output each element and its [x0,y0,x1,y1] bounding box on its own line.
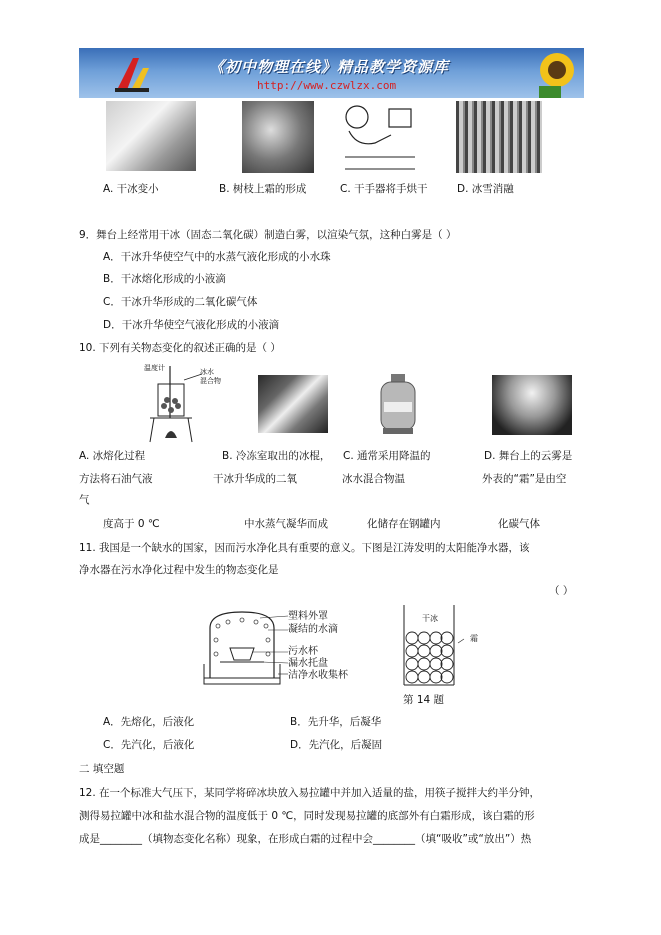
logo-icon [109,52,159,94]
purifier-label-droplets: 凝结的水滴 [288,624,338,635]
q8-option-d: D. 冰雪消融 [457,183,514,195]
q12-line3: 成是________（填物态变化名称）现象，在形成白霜的过程中会________（填“吸收”或“放出”）热 [79,833,532,845]
q10-b-line4: 中水蒸气凝华而成 [244,518,328,530]
purifier-label-collector: 洁净水收集杯 [288,670,348,681]
q9-option-a: A．干冰升华使空气中的水蒸气液化形成的小水珠 [103,251,331,263]
q10-c-line4: 化储存在钢罐内 [367,518,441,530]
q9-stem: 9．舞台上经常用干冰（固态二氧化碳）制造白雾，以渲染气氛，这种白雾是（ ） [79,229,457,241]
hand-dryer-illustration [335,99,421,175]
q10-d-line1: D. 舞台上的云雾是 [484,450,573,462]
q8-option-a: A. 干冰变小 [103,183,159,195]
purifier-label-cover: 塑料外罩 [288,611,328,622]
q11-paren: （ ） [549,585,574,597]
q11-option-d: D．先汽化，后凝固 [290,739,383,751]
q10-a-line4: 度高于 0 ℃ [103,518,160,530]
q10-d-line2: 外表的“霜”是由空 [482,473,567,485]
q10-b-line1: B. 冷冻室取出的冰棍， [222,450,331,462]
q11-line1: 11. 我国是一个缺水的国家，因而污水净化具有重要的意义。下图是江涛发明的太阳能净水器，该 [79,542,530,554]
q10-stem: 10. 下列有关物态变化的叙述正确的是（ ） [79,342,281,354]
gas-cylinder-illustration [375,372,421,436]
section-title-fill-in: 二 填空题 [79,763,125,775]
q11-line2: 净水器在污水净化过程中发生的物态变化是 [79,564,279,576]
q9-option-b: B．干冰熔化形成的小液滴 [103,273,226,285]
q11-option-b: B．先升华，后凝华 [290,716,382,728]
dry-ice-photo [106,101,196,171]
purifier-label-cup: 污水杯 [288,646,318,657]
ice-water-label-1: 冰水 [200,368,214,376]
q10-a-line1: A. 冰熔化过程 [79,450,146,462]
frost-label: 霜 [470,634,478,643]
thermometer-label: 温度计 [144,364,165,372]
q10-c-line1: C. 通常采用降温的 [343,450,431,462]
ice-water-label-2: 混合物 [200,377,221,385]
q9-option-c: C．干冰升华形成的二氧化碳气体 [103,296,258,308]
purifier-label-tray: 漏水托盘 [288,658,328,669]
q10-d-line4: 化碳气体 [498,518,540,530]
q10-a-line2: 方法将石油气液 [79,473,153,485]
q9-option-d: D．干冰升华使空气液化形成的小液滴 [103,319,280,331]
q12-line1: 12. 在一个标准大气压下，某同学将碎冰块放入易拉罐中并加入适量的盐，用筷子搅拌大约半分钟， [79,787,541,799]
stage-fog-photo [492,375,572,435]
frost-branch-photo [242,101,314,173]
q11-option-a: A．先熔化，后液化 [103,716,195,728]
q11-option-c: C．先汽化，后液化 [103,739,195,751]
q8-option-b: B. 树枝上霜的形成 [219,183,307,195]
popsicle-photo [258,375,328,433]
header-banner [79,48,584,98]
banner-title: 《初中物理在线》精品教学资源库 [209,58,450,76]
sunflower-icon [519,48,584,98]
dry-ice-label: 干冰 [422,614,438,623]
q10-line3: 气 [79,494,90,506]
q12-line2: 测得易拉罐中冰和盐水混合物的温度低于 0 ℃，同时发现易拉罐的底部外有白霜形成，该白霜的形 [79,810,535,822]
q8-option-c: C. 干手器将手烘干 [340,183,428,195]
q10-c-line2: 冰水混合物温 [342,473,405,485]
figure-caption: 第 14 题 [403,694,445,706]
melting-icicles-photo [456,101,542,173]
banner-url: http://www.czwlzx.com [257,79,397,92]
q10-b-line2: 干冰升华成的二氧 [213,473,297,485]
